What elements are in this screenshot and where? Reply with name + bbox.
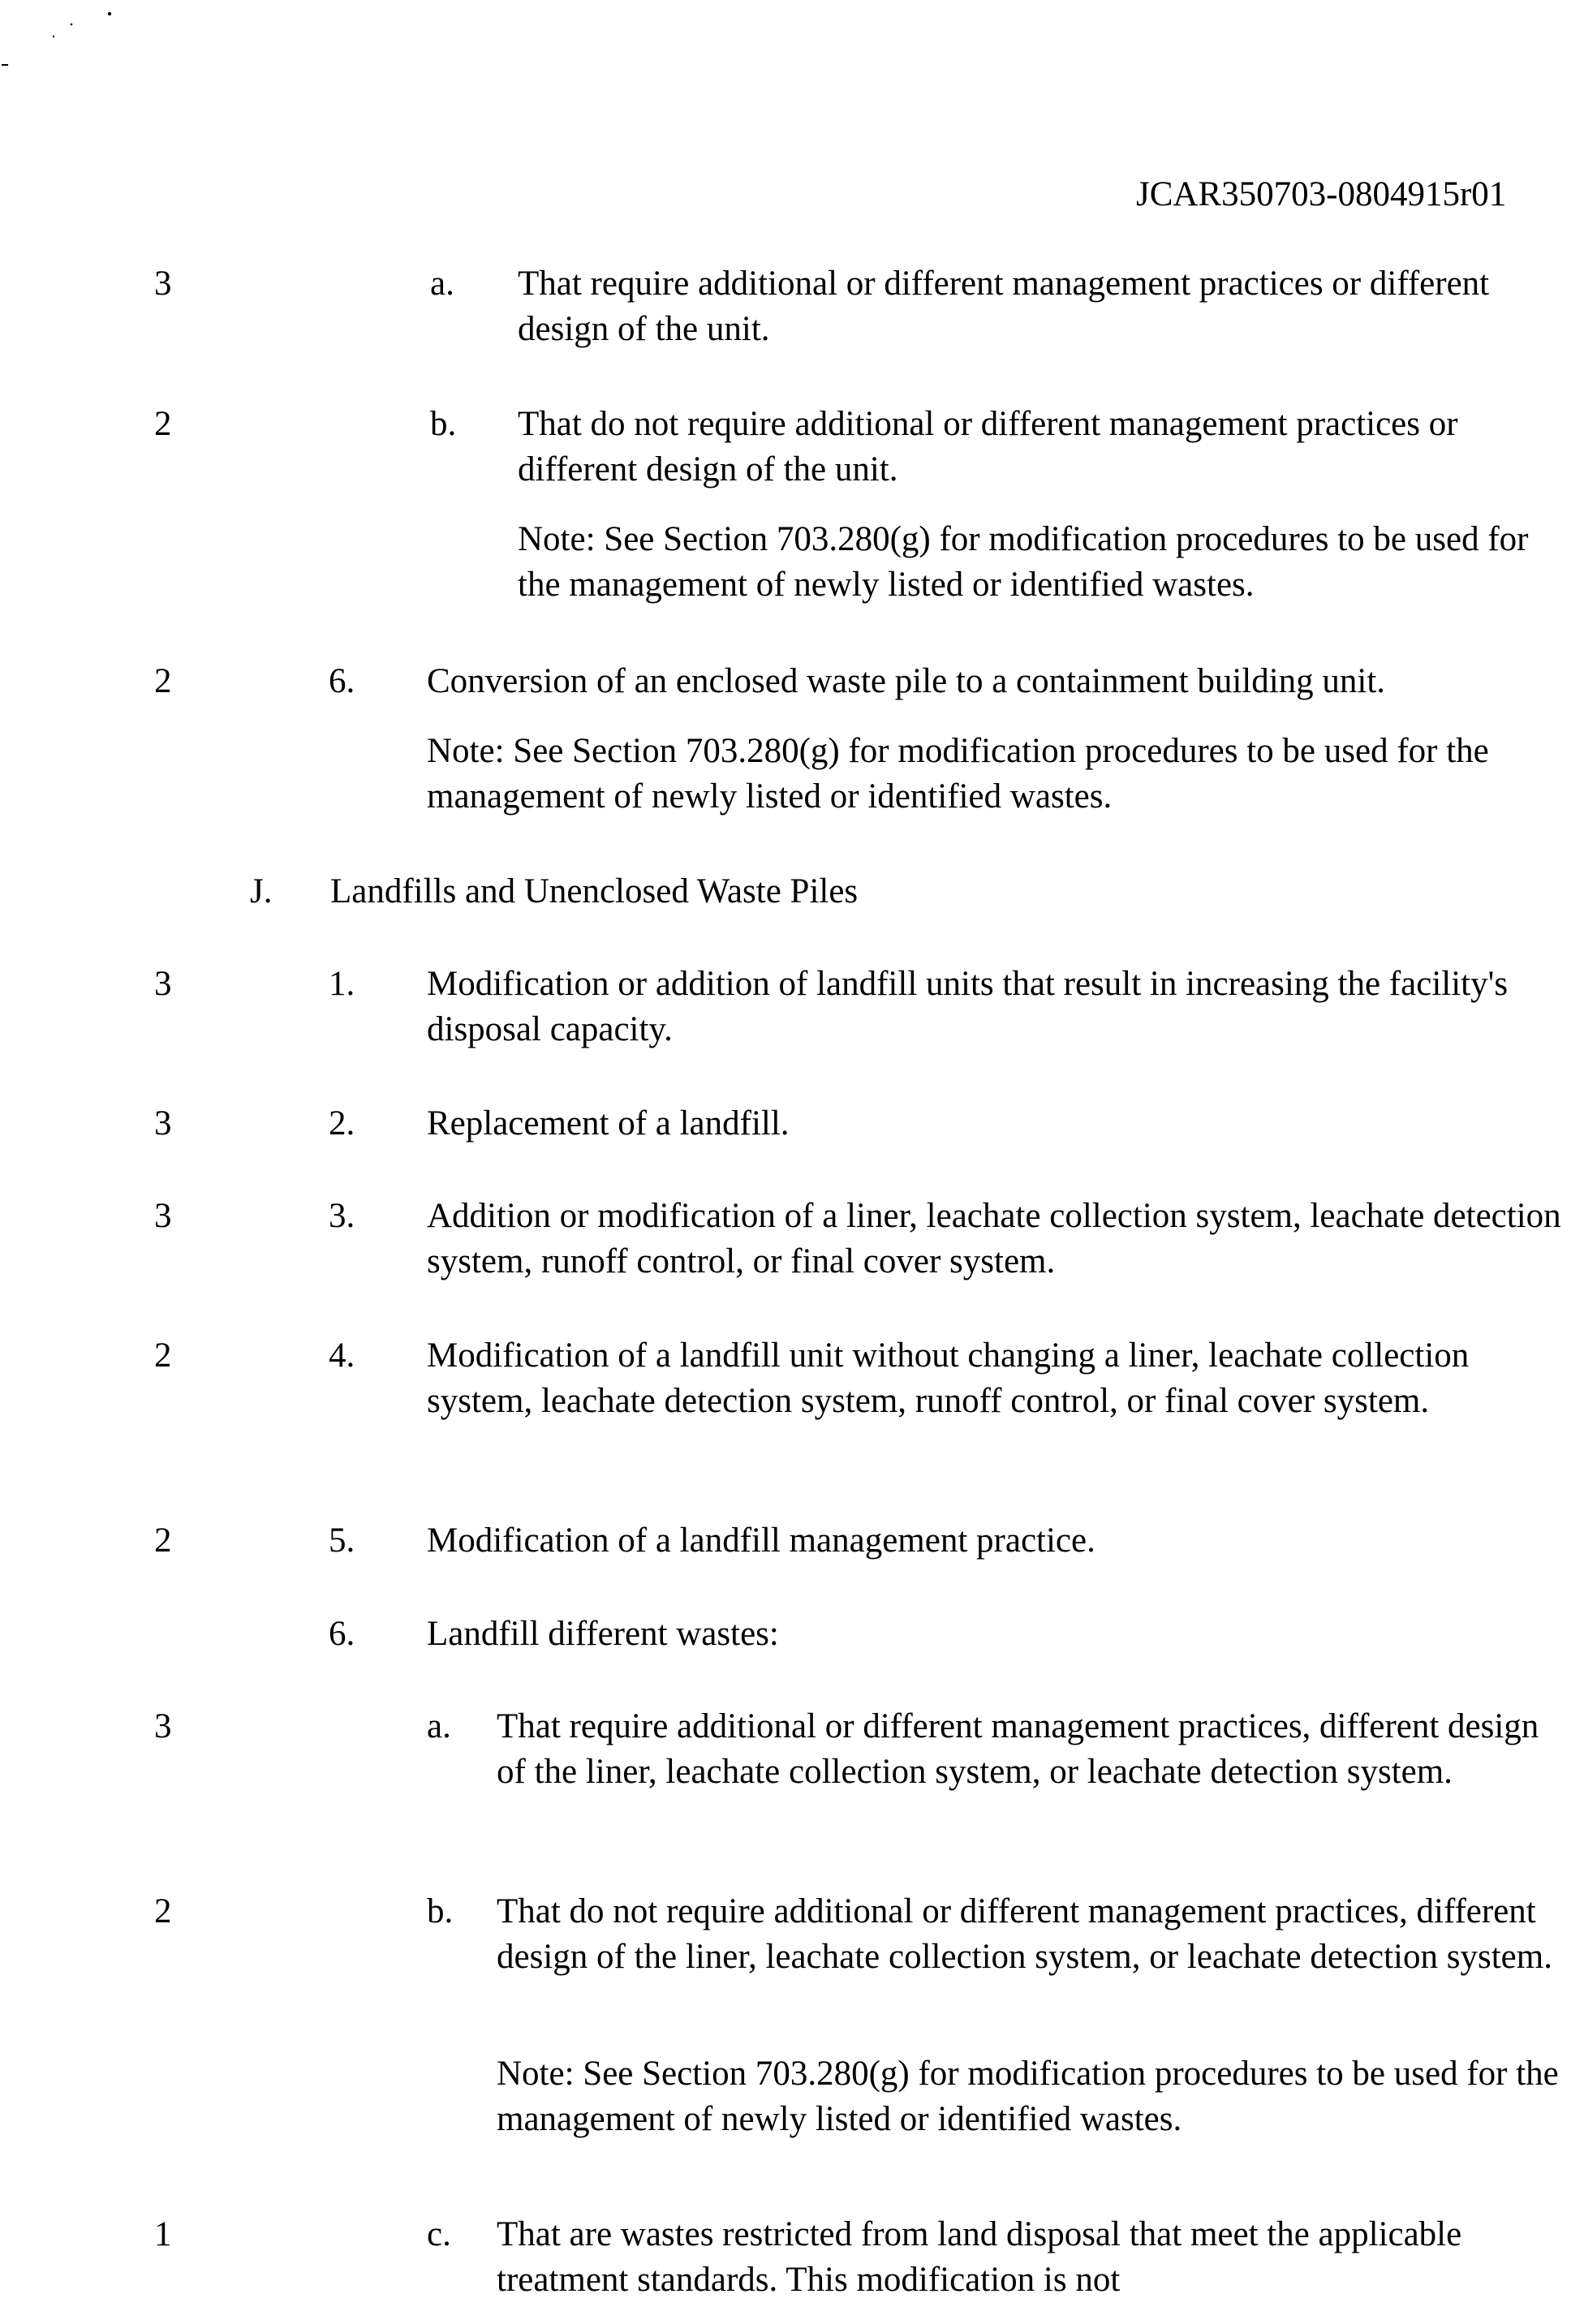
item-label: 4.: [329, 1336, 355, 1375]
tier-number: 3: [154, 965, 172, 1003]
document-id: JCAR350703-0804915r01: [1136, 175, 1507, 213]
item-label: b.: [430, 405, 457, 443]
tier-number: 2: [154, 662, 172, 700]
item-label: b.: [427, 1892, 454, 1930]
item-text: That require additional or different management practices, different design of the liner, leachate collection system, or leachate detection system.: [497, 1707, 1539, 1791]
item-label: 6.: [329, 1615, 355, 1653]
tier-number: 2: [154, 1892, 172, 1930]
item-text: Modification of a landfill management practice.: [427, 1521, 1095, 1560]
note-text: Note: See Section 703.280(g) for modification procedures to be used for the management of newly listed or identified wastes.: [518, 520, 1529, 604]
item-text: That do not require additional or different management practices, different design of the liner, leachate collection system, or leachate detection system.: [497, 1892, 1552, 1976]
item-text: Modification of a landfill unit without changing a liner, leachate collection system, leachate detection system, runoff control, or final cover system.: [427, 1336, 1470, 1420]
note-text: Note: See Section 703.280(g) for modification procedures to be used for the management of newly listed or identified wastes.: [497, 2055, 1559, 2138]
item-text: That do not require additional or different management practices or different design of the unit.: [518, 405, 1458, 488]
section-heading: Landfills and Unenclosed Waste Piles: [330, 872, 859, 910]
tier-number: 1: [154, 2215, 172, 2253]
item-label: a.: [430, 265, 454, 303]
item-label: 3.: [329, 1197, 355, 1235]
section-label: J.: [250, 872, 273, 910]
tier-number: 2: [154, 1336, 172, 1375]
item-label: a.: [427, 1707, 451, 1745]
item-label: 5.: [329, 1521, 355, 1560]
tier-number: 3: [154, 265, 172, 303]
item-label: 2.: [329, 1104, 355, 1143]
tier-number: 3: [154, 1197, 172, 1235]
tier-number: 3: [154, 1707, 172, 1745]
note-text: Note: See Section 703.280(g) for modification procedures to be used for the management of newly listed or identified wastes.: [427, 732, 1489, 816]
item-label: c.: [427, 2215, 451, 2253]
scan-specks: [0, 0, 130, 73]
tier-number: 2: [154, 405, 172, 443]
tier-number: 2: [154, 1521, 172, 1560]
item-text: That are wastes restricted from land disposal that meet the applicable treatment standards. This modification is not: [497, 2215, 1462, 2299]
item-label: 6.: [329, 662, 355, 700]
item-text: That require additional or different management practices or different design of the unit.: [518, 265, 1490, 348]
tier-number: 3: [154, 1104, 172, 1143]
item-text: Replacement of a landfill.: [427, 1104, 790, 1143]
item-text: Modification or addition of landfill units that result in increasing the facility's disposal capacity.: [427, 965, 1509, 1048]
item-text: Addition or modification of a liner, leachate collection system, leachate detection system, runoff control, or final cover system.: [427, 1197, 1561, 1280]
item-label: 1.: [329, 965, 355, 1003]
item-text: Landfill different wastes:: [427, 1615, 779, 1653]
item-text: Conversion of an enclosed waste pile to a containment building unit.: [427, 662, 1386, 700]
